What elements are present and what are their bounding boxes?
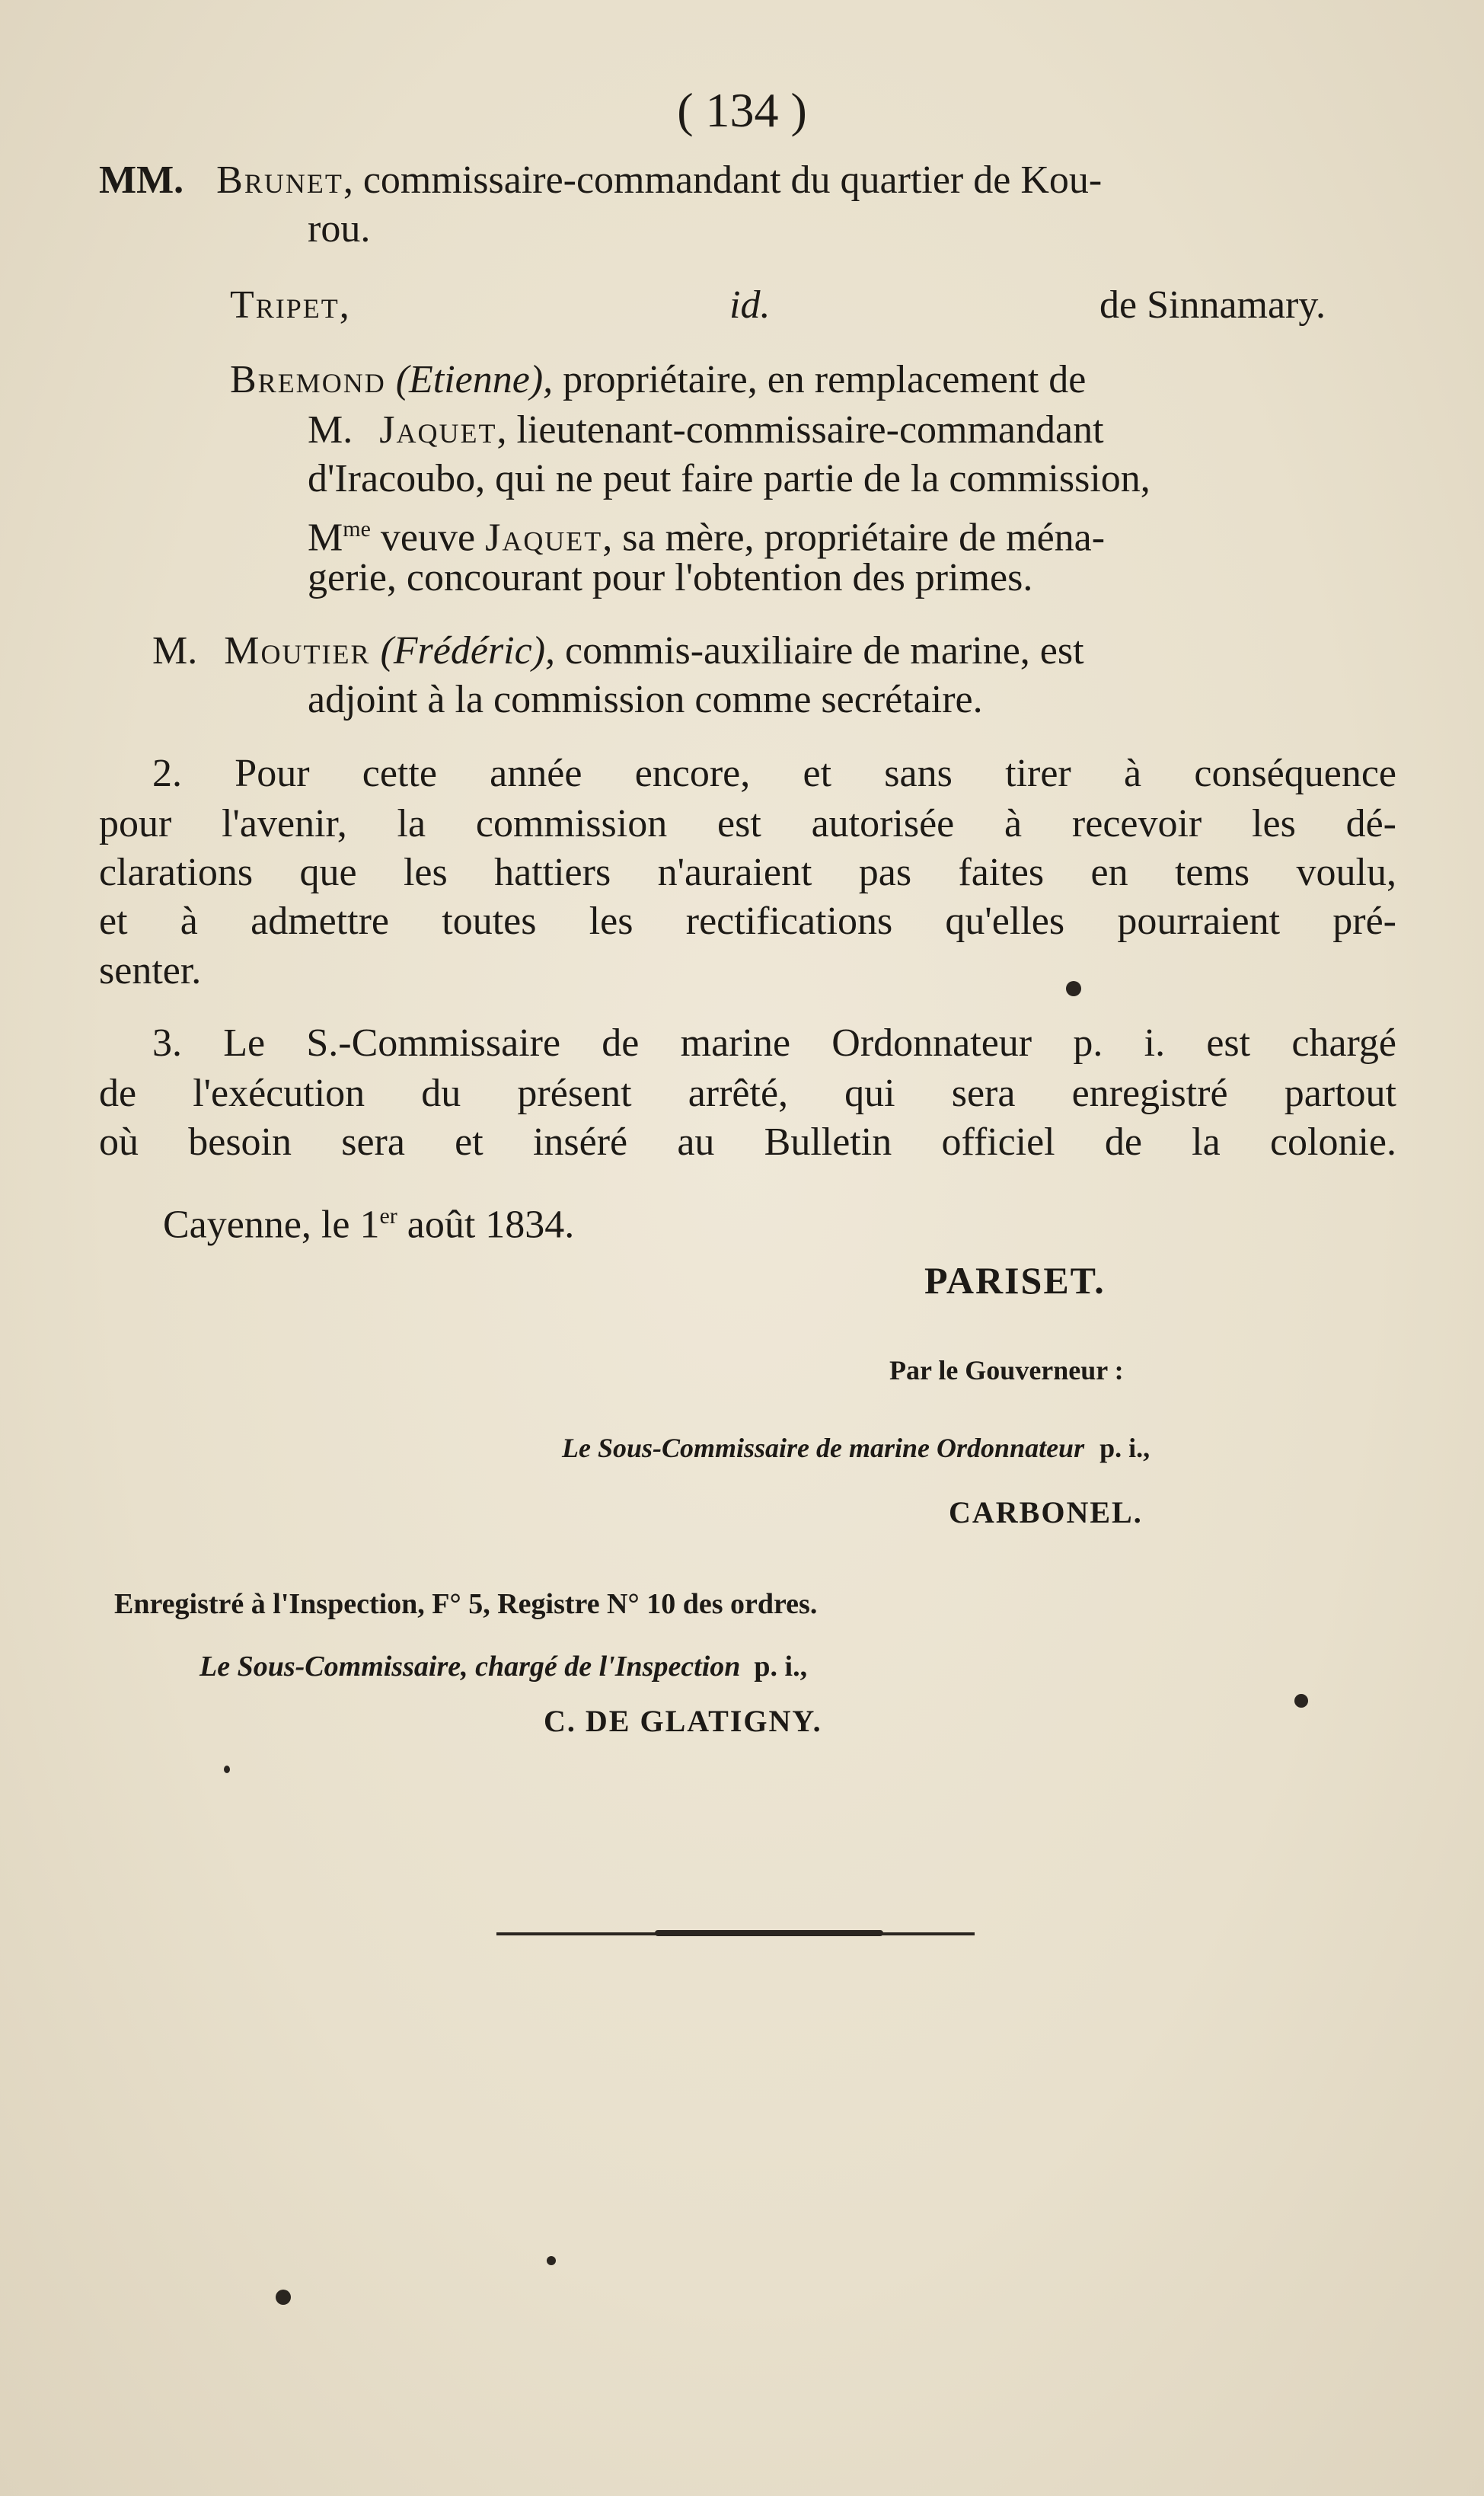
ink-speck <box>1066 981 1081 996</box>
moutier-given: (Frédéric), <box>380 629 556 673</box>
name-jaquet-2: Jaquet <box>485 516 603 560</box>
tripet-comma: , <box>339 283 349 327</box>
registration-role-tail: p. i., <box>754 1651 808 1683</box>
entry-tripet <box>230 282 349 329</box>
article3-line1: 3. Le S.-Commissaire de marine Ordonnateur p. i. est chargé <box>152 1021 1396 1065</box>
countersign-role <box>562 1432 1150 1464</box>
bremond-mme-sup: me <box>343 516 371 542</box>
tripet-id: id. <box>729 283 771 327</box>
countersign-role-tail: p. i., <box>1099 1433 1150 1463</box>
moutier-line1-rest: commis-auxiliaire de marine, est <box>565 629 1084 673</box>
registration-role <box>199 1650 807 1683</box>
entry-moutier-line1 <box>152 628 1084 675</box>
bremond-m: M. <box>308 408 353 452</box>
date-line <box>163 1193 574 1248</box>
article2-line5: senter. <box>99 949 202 992</box>
name-brunet: Brunet <box>216 158 343 202</box>
date-suffix: août 1834. <box>397 1203 575 1247</box>
moutier-m: M. <box>152 629 198 673</box>
date-prefix: Cayenne, le 1 <box>163 1203 380 1247</box>
ink-speck <box>224 1766 230 1773</box>
article3-line2: de l'exécution du présent arrêté, qui sera enregistré partout <box>99 1072 1396 1115</box>
moutier-line2: adjoint à la commission comme secrétaire. <box>308 678 983 721</box>
countersign-name: CARBONEL. <box>949 1495 1143 1529</box>
entry-bremond-line4 <box>308 506 1105 561</box>
brunet-text: , commissaire-commandant du quartier de Kou- <box>343 158 1103 202</box>
bremond-line4-rest: , sa mère, propriétaire de ména- <box>602 516 1106 560</box>
mm-abbrev: MM. <box>99 158 184 202</box>
name-bremond: Bremond <box>230 358 386 401</box>
bremond-line5: gerie, concourant pour l'obtention des primes. <box>308 556 1033 599</box>
page-number: ( 134 ) <box>677 83 807 137</box>
countersign-role-text: Le Sous-Commissaire de marine Ordonnateur <box>562 1433 1085 1463</box>
registration-role-text: Le Sous-Commissaire, chargé de l'Inspection <box>199 1651 741 1683</box>
ink-speck <box>276 2290 291 2305</box>
par-le-gouverneur: Par le Gouverneur : <box>889 1355 1124 1385</box>
name-moutier: Moutier <box>224 629 371 673</box>
bremond-line3: d'Iracoubo, qui ne peut faire partie de la commission, <box>308 457 1150 500</box>
entry-bremond-line2 <box>308 407 1104 454</box>
ink-speck <box>547 2256 556 2265</box>
name-jaquet: Jaquet <box>379 408 497 452</box>
bremond-mme: M <box>308 516 343 560</box>
article2-line4: et à admettre toutes les rectifications qu'elles pourraient pré- <box>99 900 1396 943</box>
bremond-veuve: veuve <box>370 516 486 560</box>
entry-bremond-line1 <box>230 356 1086 404</box>
entry-brunet <box>99 157 1102 204</box>
article3-line3: où besoin sera et inséré au Bulletin officiel de la colonie. <box>99 1120 1396 1164</box>
bremond-line1-rest: propriétaire, en remplacement de <box>563 358 1087 401</box>
bremond-given: (Etienne), <box>395 358 554 401</box>
date-sup: er <box>379 1203 397 1229</box>
closing-rule-swell <box>655 1930 883 1936</box>
bremond-line2-rest: , lieutenant-commissaire-commandant <box>496 408 1104 452</box>
brunet-line2: rou. <box>308 207 371 251</box>
article2-line1: 2. Pour cette année encore, et sans tirer à conséquence <box>152 752 1396 795</box>
tripet-place: de Sinnamary. <box>1099 283 1326 327</box>
registration-name: C. DE GLATIGNY. <box>544 1704 822 1738</box>
governor-signature: PARISET. <box>924 1259 1106 1302</box>
article2-line2: pour l'avenir, la commission est autorisée à recevoir les dé- <box>99 802 1396 845</box>
ink-speck <box>1294 1694 1308 1708</box>
name-tripet: Tripet <box>230 283 340 327</box>
registration-line: Enregistré à l'Inspection, F° 5, Registre N° 10 des ordres. <box>114 1588 818 1620</box>
article2-line3: clarations que les hattiers n'auraient pas faites en tems voulu, <box>99 851 1396 894</box>
